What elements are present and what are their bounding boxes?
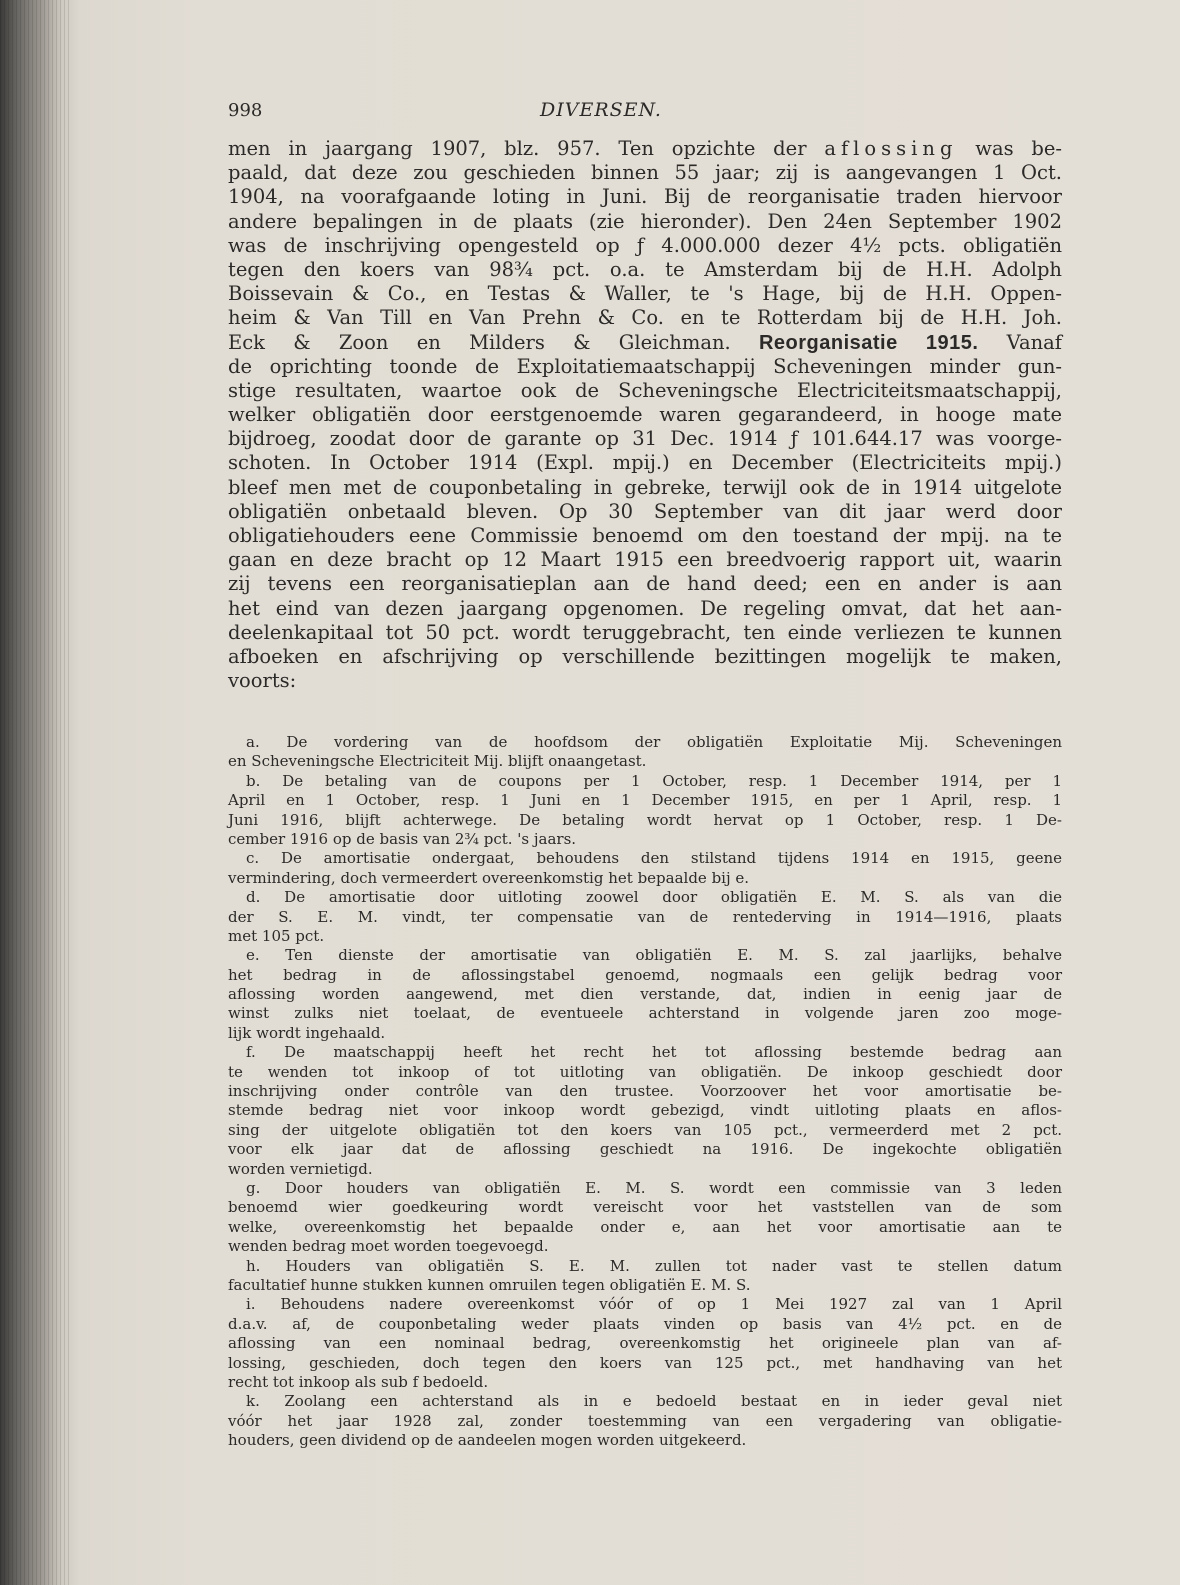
provision-item xyxy=(228,946,1062,1043)
text-line: afboeken en afschrijving op verschillende bezittingen mogelijk te maken, xyxy=(228,644,1062,668)
text-span: Eck & Zoon en Milders & Gleichman. xyxy=(228,330,759,354)
text-line: obligatiehouders eene Commissie benoemd om den toestand der mpij. na te xyxy=(228,524,1062,547)
provision-line: der S. E. M. vindt, ter compensatie van de rentederving in 1914—1916, plaats xyxy=(228,907,1062,926)
text-line: het eind van dezen jaargang opgenomen. De regeling omvat, dat het aan- xyxy=(228,596,1062,620)
text-line: paald, dat deze zou geschieden binnen 55 jaar; zij is aangevangen 1 Oct. xyxy=(228,161,1062,185)
section-heading-inline: Reorganisatie 1915. xyxy=(758,331,979,354)
provision-line: het bedrag in de aflossingstabel genoemd, nogmaals een gelijk bedrag voor xyxy=(228,965,1062,984)
provision-line: f. De maatschappij heeft het recht het tot aflossing bestemde bedrag aan xyxy=(246,1043,1062,1062)
provision-line: te wenden tot inkoop of tot uitloting van obligatiën. De inkoop geschiedt door xyxy=(228,1062,1062,1081)
text-line: gaan en deze bracht op 12 Maart 1915 een breedvoerig rapport uit, waarin xyxy=(228,548,1062,572)
text-line: de oprichting toonde de Exploitatiemaatschappij Scheveningen minder gun- xyxy=(228,354,1062,378)
provision-item xyxy=(228,733,1062,772)
text-span: Vanaf xyxy=(978,330,1062,354)
provision-line: wenden bedrag moet worden toegevoegd. xyxy=(228,1237,549,1256)
text-line: deelenkapitaal tot 50 pct. wordt teruggebracht, ten einde verliezen te kunnen xyxy=(228,620,1062,644)
provision-line: met 105 pct. xyxy=(228,926,325,945)
text-line: andere bepalingen in de plaats (zie hieronder). Den 24en September 1902 xyxy=(228,209,1062,233)
text-line: 1904, na voorafgaande loting in Juni. Bij de reorganisatie traden hiervoor xyxy=(228,185,1062,209)
provision-line: lossing, geschieden, doch tegen den koers van 125 pct., met handhaving van het xyxy=(228,1353,1062,1372)
provision-line: houders, geen dividend op de aandeelen mogen worden uitgekeerd. xyxy=(228,1431,747,1450)
provision-line: voor elk jaar dat de aflossing geschiedt na 1916. De ingekochte obligatiën xyxy=(228,1140,1062,1159)
provision-line: lijk wordt ingehaald. xyxy=(228,1023,386,1042)
text-span: was be- xyxy=(957,137,1062,160)
provision-line: cember 1916 op de basis van 2¾ pct. 's jaars. xyxy=(228,829,577,848)
provision-line: worden vernietigd. xyxy=(228,1159,373,1178)
provision-line: i. Behoudens nadere overeenkomst vóór of op 1 Mei 1927 zal van 1 April xyxy=(246,1295,1062,1314)
text-line: zij tevens een reorganisatieplan aan de hand deed; een en ander is aan xyxy=(228,572,1062,596)
provision-item xyxy=(228,1257,1062,1296)
provision-line: stemde bedrag niet voor inkoop wordt gebezigd, vindt uitloting plaats en aflos- xyxy=(228,1101,1062,1120)
text-line: was de inschrijving opengesteld op ƒ 4.000.000 dezer 4½ pcts. obligatiën xyxy=(228,233,1062,257)
provision-line: aflossing van een nominaal bedrag, overeenkomstig het origineele plan van af- xyxy=(228,1334,1062,1353)
spaced-emphasis: aflossing xyxy=(824,137,958,160)
text-line: bleef men met de couponbetaling in gebreke, terwijl ook de in 1914 uitgelote xyxy=(228,475,1062,499)
provision-item xyxy=(228,772,1062,850)
provision-line: Juni 1916, blijft achterwege. De betaling wordt hervat op 1 October, resp. 1 De- xyxy=(228,810,1062,829)
provision-item xyxy=(228,1179,1062,1257)
text-line xyxy=(228,331,1062,355)
provision-line: h. Houders van obligatiën S. E. M. zullen tot nader vast te stellen datum xyxy=(246,1256,1062,1275)
provision-line: winst zulks niet toelaat, de eventueele achterstand in volgende jaren zoo moge- xyxy=(228,1004,1062,1023)
text-line: obligatiën onbetaald bleven. Op 30 September van dit jaar werd door xyxy=(228,499,1062,523)
main-paragraph xyxy=(228,137,1062,693)
provision-line: facultatief hunne stukken kunnen omruilen tegen obligatiën E. M. S. xyxy=(228,1275,751,1294)
provision-item xyxy=(228,1295,1062,1392)
running-head: DIVERSEN. xyxy=(540,99,662,121)
provision-line: g. Door houders van obligatiën E. M. S. wordt een commissie van 3 leden xyxy=(246,1178,1062,1197)
text-line: tegen den koers van 98¾ pct. o.a. te Amsterdam bij de H.H. Adolph xyxy=(228,257,1062,281)
provision-line: vóór het jaar 1928 zal, zonder toestemming van een vergadering van obligatie- xyxy=(228,1411,1062,1430)
provision-item xyxy=(228,1043,1062,1179)
text-line xyxy=(228,137,1062,161)
page-number: 998 xyxy=(228,100,263,121)
text-line: voorts: xyxy=(228,669,297,693)
provision-line: vermindering, doch vermeerdert overeenkomstig het bepaalde bij e. xyxy=(228,868,750,887)
provision-item xyxy=(228,849,1062,888)
provision-line: welke, overeenkomstig het bepaalde onder e, aan het voor amortisatie aan te xyxy=(228,1217,1062,1236)
provisions-list xyxy=(228,733,1062,1450)
provision-line: d. De amortisatie door uitloting zoowel door obligatiën E. M. S. als van die xyxy=(246,888,1062,907)
provision-line: c. De amortisatie ondergaat, behoudens den stilstand tijdens 1914 en 1915, geene xyxy=(246,849,1062,868)
provision-item xyxy=(228,1392,1062,1450)
text-span: men in jaargang 1907, blz. 957. Ten opzichte der xyxy=(228,137,825,160)
provision-line: inschrijving onder contrôle van den trustee. Voorzoover het voor amortisatie be- xyxy=(228,1082,1062,1101)
text-line: bijdroeg, zoodat door de garante op 31 Dec. 1914 ƒ 101.644.17 was voorge- xyxy=(228,427,1062,451)
provision-line: e. Ten dienste der amortisatie van obligatiën E. M. S. zal jaarlijks, behalve xyxy=(246,946,1062,965)
provision-line: b. De betaling van de coupons per 1 October, resp. 1 December 1914, per 1 xyxy=(246,771,1062,790)
provision-line: d.a.v. af, de couponbetaling weder plaats vinden op basis van 4½ pct. en de xyxy=(228,1314,1062,1333)
provision-line: en Scheveningsche Electriciteit Mij. blijft onaangetast. xyxy=(228,752,647,771)
text-line: Boissevain & Co., en Testas & Waller, te 's Hage, bij de H.H. Oppen- xyxy=(228,282,1062,306)
provision-line: benoemd wier goedkeuring wordt vereischt voor het vaststellen van de som xyxy=(228,1198,1062,1217)
text-line: schoten. In October 1914 (Expl. mpij.) en December (Electriciteits mpij.) xyxy=(228,451,1062,475)
provision-item xyxy=(228,888,1062,946)
provision-line: recht tot inkoop als sub f bedoeld. xyxy=(228,1372,489,1391)
text-line: stige resultaten, waartoe ook de Scheveningsche Electriciteitsmaatschappij, xyxy=(228,378,1062,402)
provision-line: sing der uitgelote obligatiën tot den koers van 105 pct., vermeerderd met 2 pct. xyxy=(228,1120,1062,1139)
text-line: welker obligatiën door eerstgenoemde waren gegarandeerd, in hooge mate xyxy=(228,403,1062,427)
provision-line: aflossing worden aangewend, met dien verstande, dat, indien in eenig jaar de xyxy=(228,985,1062,1004)
provision-line: a. De vordering van de hoofdsom der obligatiën Exploitatie Mij. Scheveningen xyxy=(246,733,1062,751)
book-binding-edge xyxy=(0,0,70,1585)
text-line: heim & Van Till en Van Prehn & Co. en te Rotterdam bij de H.H. Joh. xyxy=(228,306,1062,330)
provision-line: k. Zoolang een achterstand als in e bedoeld bestaat en in ieder geval niet xyxy=(246,1392,1062,1411)
provision-line: April en 1 October, resp. 1 Juni en 1 December 1915, en per 1 April, resp. 1 xyxy=(228,791,1062,810)
